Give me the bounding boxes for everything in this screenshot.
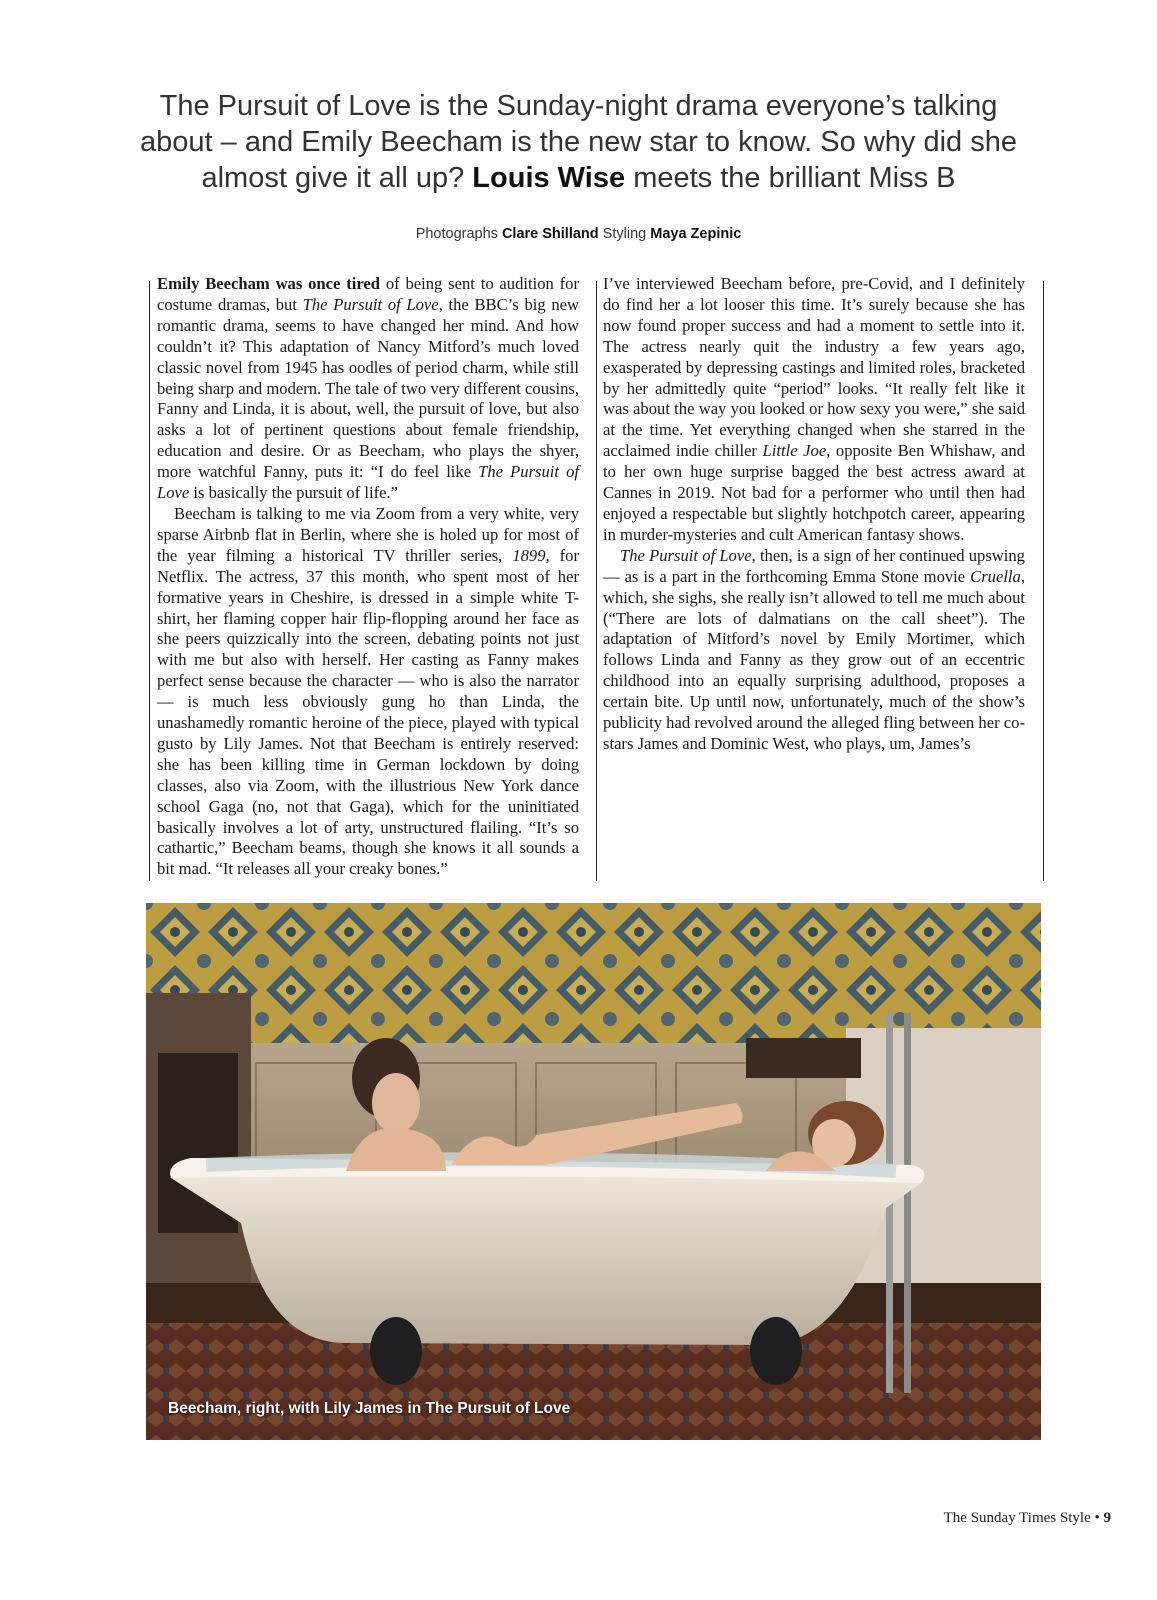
- folio-separator: •: [1090, 1510, 1104, 1526]
- paragraph-1-text-c: is basically the pursuit of life.”: [189, 483, 399, 503]
- title-italic: Cruella: [970, 566, 1021, 586]
- title-italic: The Pursuit of Love: [302, 294, 439, 314]
- lead-in: Emily Beecham was once tired: [157, 274, 380, 293]
- paragraph-2-text-a: Beecham is talking to me via Zoom from a very white, very sparse Airbnb flat in Berlin, where she is holed up for most of the year filming a historical TV thriller series,: [157, 503, 579, 565]
- standfirst: [130, 88, 1027, 196]
- page-number: 9: [1103, 1510, 1111, 1526]
- feature-photo: [146, 903, 1041, 1440]
- publication-name: The Sunday Times Style: [943, 1510, 1091, 1526]
- paragraph-2-text-b: , for Netflix. The actress, 37 this month, who spent most of her formative years in Cheshire, is dressed in a simple white T-shirt, her flaming copper hair flip-flopping around her face as she peers quizzically into the screen, debating points not just with me but also with herself. Her casting as Fanny makes perfect sense because the character — who is also the narrator — is much less obviously gung ho than Linda, the unashamedly romantic heroine of the piece, played with typical gusto by Lily James. Not that Beecham is entirely reserved: she has been killing time in German lockdown by doing classes, also via Zoom, with the illustrious New York dance school Gaga (no, not that Gaga), which for the uninitiated basically involves a lot of arty, unstructured flailing. “It’s so cathartic,” Beecham beams, though she knows it all sounds a bit mad. “It releases all your creaky bones.”: [157, 545, 579, 879]
- title-italic: The Pursuit of Love: [620, 545, 752, 565]
- photo-caption: Beecham, right, with Lily James in The Pursuit of Love: [168, 1400, 571, 1417]
- column-rule-left: [149, 281, 150, 881]
- paragraph-1-text-b: , the BBC’s big new romantic drama, seems to have changed her mind. And how couldn’t it? This adaptation of Nancy Mitford’s much loved classic novel from 1945 has oodles of period charm, while still being sharp and modern. The tale of two very different cousins, Fanny and Linda, it is about, well, the pursuit of love, but also asks a lot of pertinent questions about female friendship, education and desire. Or as Beecham, who plays the shyer, more watchful Fanny, puts it: “I do feel like: [157, 294, 579, 482]
- article-column-1: [157, 274, 579, 878]
- author-name: Louis Wise: [472, 162, 626, 194]
- paragraph-4-text-b: , which, she sighs, she really isn’t allowed to tell me much about (“There are lots of dalmatians on the call sheet”). The adaptation of Mitford’s novel by Emily Mortimer, which follows Linda and Fanny as they grow out of an eccentric childhood into an equally surprising adulthood, proposes a certain bite. Up until now, unfortunately, much of the show’s publicity had revolved around the alleged fling between her co-stars James and Dominic West, who plays, um, James’s: [603, 566, 1025, 753]
- paragraph-4-text-a: , then, is a sign of her continued upswing — as is a part in the forthcoming Emma Stone movie: [603, 545, 1025, 586]
- paragraph-2: [157, 504, 579, 880]
- title-italic: Little Joe: [762, 441, 827, 461]
- title-italic: 1899: [512, 545, 546, 565]
- paragraph-1: [157, 274, 579, 504]
- photographs-label: Photographs: [415, 226, 498, 242]
- stylist-name: Maya Zepinic: [650, 226, 742, 242]
- photographer-name: Clare Shilland: [501, 226, 599, 242]
- paragraph-3-text-b: , opposite Ben Whishaw, and to her own huge surprise bagged the best actress award at Cannes in 2019. Not bad for a performer who until then had enjoyed a respectable but slightly hotchpotch career, appearing in murder-mysteries and cult American fantasy shows.: [603, 441, 1025, 544]
- column-rule-middle: [596, 281, 597, 881]
- column-rule-right: [1043, 281, 1044, 881]
- standfirst-tail: meets the brilliant Miss B: [633, 162, 956, 194]
- article-column-2: [603, 274, 1025, 878]
- title-italic: The Pursuit of Love: [157, 462, 579, 503]
- paragraph-3: [603, 274, 1025, 546]
- standfirst-text: The Pursuit of Love is the Sunday-night drama everyone’s talking about – and Emily Beecham is the new star to know. So why did she almost give it all up?: [140, 90, 1017, 194]
- paragraph-3-text-a: I’ve interviewed Beecham before, pre-Covid, and I definitely do find her a lot looser this time. It’s surely because she has now found proper success and had a moment to settle into it. The actress nearly quit the industry a few years ago, exasperated by depressing castings and limited roles, bracketed by her admittedly quite “period” looks. “It really felt like it was about the way you looked or how sexy you were,” she said at the time. Yet everything changed when she starred in the acclaimed indie chiller: [603, 274, 1025, 461]
- paragraph-4: [603, 546, 1025, 755]
- bathtub-scene-illustration: [146, 903, 1041, 1440]
- photo-credits: [130, 226, 1027, 242]
- styling-label: Styling: [602, 226, 647, 242]
- paragraph-1-text-a: of being sent to audition for costume dramas, but: [157, 274, 579, 314]
- page-folio: [944, 1510, 1111, 1527]
